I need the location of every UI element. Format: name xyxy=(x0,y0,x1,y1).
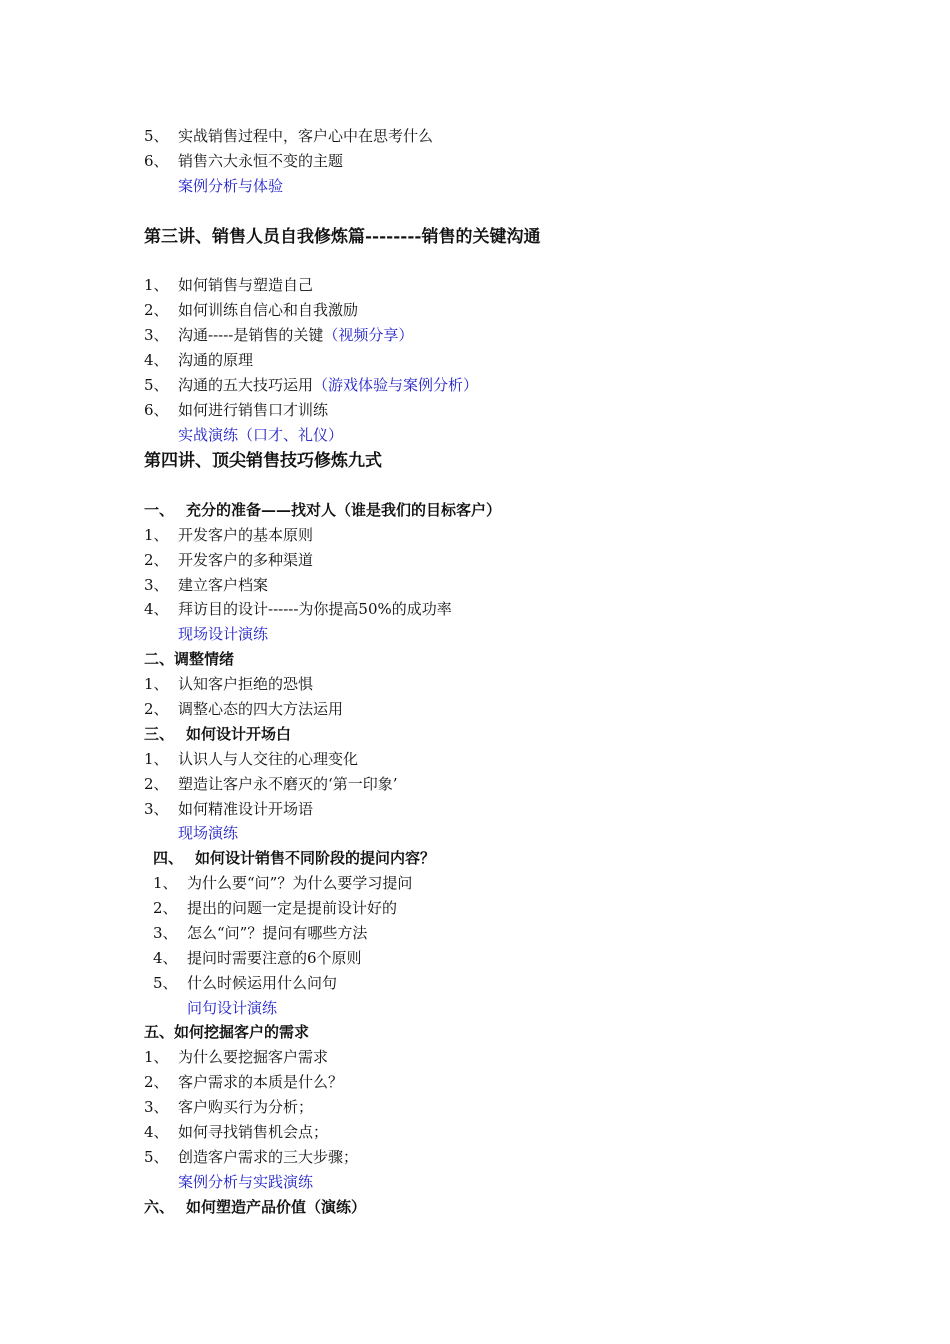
subsection-number: 六、 xyxy=(144,1198,175,1216)
subsection-number: 一、 xyxy=(144,501,175,519)
list-text: 认识人与人交往的心理变化 xyxy=(178,750,359,768)
list-number: 6、 xyxy=(144,401,169,419)
subsection-title xyxy=(144,724,291,744)
list-item xyxy=(153,948,362,968)
list-number: 1、 xyxy=(144,1048,169,1066)
list-item xyxy=(144,375,478,395)
list-number: 5、 xyxy=(144,376,169,394)
list-text: 提出的问题一定是提前设计好的 xyxy=(187,899,398,917)
list-item xyxy=(144,699,343,719)
list-text: 如何进行销售口才训练 xyxy=(178,401,329,419)
list-number: 2、 xyxy=(144,775,169,793)
list-item xyxy=(144,151,343,171)
list-item xyxy=(153,898,397,918)
list-number: 5、 xyxy=(144,1148,169,1166)
activity-note: （游戏体验与案例分析） xyxy=(313,376,479,394)
list-number: 3、 xyxy=(144,326,169,344)
list-text: 客户购买行为分析； xyxy=(178,1098,314,1116)
list-text: 如何销售与塑造自己 xyxy=(178,276,314,294)
list-item xyxy=(144,575,268,595)
list-number: 2、 xyxy=(144,1073,169,1091)
list-text: 调整心态的四大方法运用 xyxy=(178,700,344,718)
activity-note: 案例分析与实践演练 xyxy=(178,1173,314,1191)
section-title: 第三讲、销售人员自我修炼篇--------销售的关键沟通 xyxy=(144,227,541,247)
list-item xyxy=(144,799,313,819)
list-text: 如何寻找销售机会点； xyxy=(178,1123,329,1141)
list-text: 实战销售过程中，客户心中在思考什么 xyxy=(178,127,434,145)
list-number: 1、 xyxy=(144,276,169,294)
subsection-title xyxy=(153,848,435,868)
list-text: 沟通的五大技巧运用 xyxy=(178,376,314,394)
list-text: 提问时需要注意的6个原则 xyxy=(187,949,362,967)
list-number: 2、 xyxy=(144,551,169,569)
subsection-title: 五、如何挖掘客户的需求 xyxy=(144,1023,310,1041)
list-item xyxy=(144,1122,328,1142)
list-text: 沟通的原理 xyxy=(178,351,254,369)
activity-note: 现场设计演练 xyxy=(178,625,269,643)
list-item xyxy=(153,873,412,893)
list-item xyxy=(144,674,313,694)
list-item xyxy=(144,525,313,545)
list-text: 拜访目的设计------为你提高50%的成功率 xyxy=(178,600,452,618)
list-text: 客户需求的本质是什么？ xyxy=(178,1073,344,1091)
list-number: 3、 xyxy=(153,924,178,942)
list-item xyxy=(144,599,452,619)
list-text: 建立客户档案 xyxy=(178,576,269,594)
list-item xyxy=(144,774,398,794)
list-item xyxy=(144,325,413,345)
subsection-title: 二、调整情绪 xyxy=(144,650,235,668)
list-item xyxy=(144,1072,343,1092)
list-text: 为什么要“问”？为什么要学习提问 xyxy=(187,874,413,892)
list-text: 开发客户的基本原则 xyxy=(178,526,314,544)
list-text: 沟通-----是销售的关键 xyxy=(178,326,324,344)
list-number: 4、 xyxy=(144,351,169,369)
list-number: 2、 xyxy=(144,700,169,718)
list-item xyxy=(144,350,253,370)
subsection-title xyxy=(144,500,501,520)
section-title: 第四讲、顶尖销售技巧修炼九式 xyxy=(144,451,382,471)
list-number: 2、 xyxy=(144,301,169,319)
list-number: 6、 xyxy=(144,152,169,170)
list-number: 1、 xyxy=(153,874,178,892)
activity-note: 实战演练（口才、礼仪） xyxy=(178,426,344,444)
list-item xyxy=(144,400,328,420)
list-item xyxy=(144,749,358,769)
list-number: 4、 xyxy=(144,600,169,618)
list-number: 1、 xyxy=(144,675,169,693)
list-number: 3、 xyxy=(144,576,169,594)
activity-note: 案例分析与体验 xyxy=(178,177,284,195)
list-item xyxy=(144,275,313,295)
list-text: 什么时候运用什么问句 xyxy=(187,974,338,992)
list-number: 4、 xyxy=(144,1123,169,1141)
list-text: 销售六大永恒不变的主题 xyxy=(178,152,344,170)
list-number: 3、 xyxy=(144,800,169,818)
list-item xyxy=(144,1147,358,1167)
activity-note: （视频分享） xyxy=(323,326,414,344)
list-number: 4、 xyxy=(153,949,178,967)
subsection-text: 如何设计开场白 xyxy=(186,725,292,743)
list-text: 怎么“问”？提问有哪些方法 xyxy=(187,924,368,942)
list-item xyxy=(153,973,337,993)
activity-note: 问句设计演练 xyxy=(187,999,278,1017)
subsection-number: 三、 xyxy=(144,725,175,743)
list-number: 1、 xyxy=(144,750,169,768)
list-number: 1、 xyxy=(144,526,169,544)
activity-note: 现场演练 xyxy=(178,824,239,842)
list-item xyxy=(144,550,313,570)
list-text: 创造客户需求的三大步骤； xyxy=(178,1148,359,1166)
list-text: 为什么要挖掘客户需求 xyxy=(178,1048,329,1066)
list-item xyxy=(144,1097,313,1117)
list-item xyxy=(153,923,367,943)
list-item xyxy=(144,126,433,146)
list-text: 如何精准设计开场语 xyxy=(178,800,314,818)
list-item xyxy=(144,1047,328,1067)
list-text: 认知客户拒绝的恐惧 xyxy=(178,675,314,693)
list-text: 如何训练自信心和自我激励 xyxy=(178,301,359,319)
subsection-text: 充分的准备——找对人（谁是我们的目标客户） xyxy=(186,501,502,519)
list-number: 5、 xyxy=(144,127,169,145)
list-number: 3、 xyxy=(144,1098,169,1116)
list-text: 塑造让客户永不磨灭的‘第一印象’ xyxy=(178,775,398,793)
list-number: 2、 xyxy=(153,899,178,917)
list-text: 开发客户的多种渠道 xyxy=(178,551,314,569)
subsection-number: 四、 xyxy=(153,849,184,867)
subsection-text: 如何塑造产品价值（演练） xyxy=(186,1198,367,1216)
list-number: 5、 xyxy=(153,974,178,992)
subsection-title xyxy=(144,1197,366,1217)
list-item xyxy=(144,300,358,320)
subsection-text: 如何设计销售不同阶段的提问内容？ xyxy=(195,849,436,867)
